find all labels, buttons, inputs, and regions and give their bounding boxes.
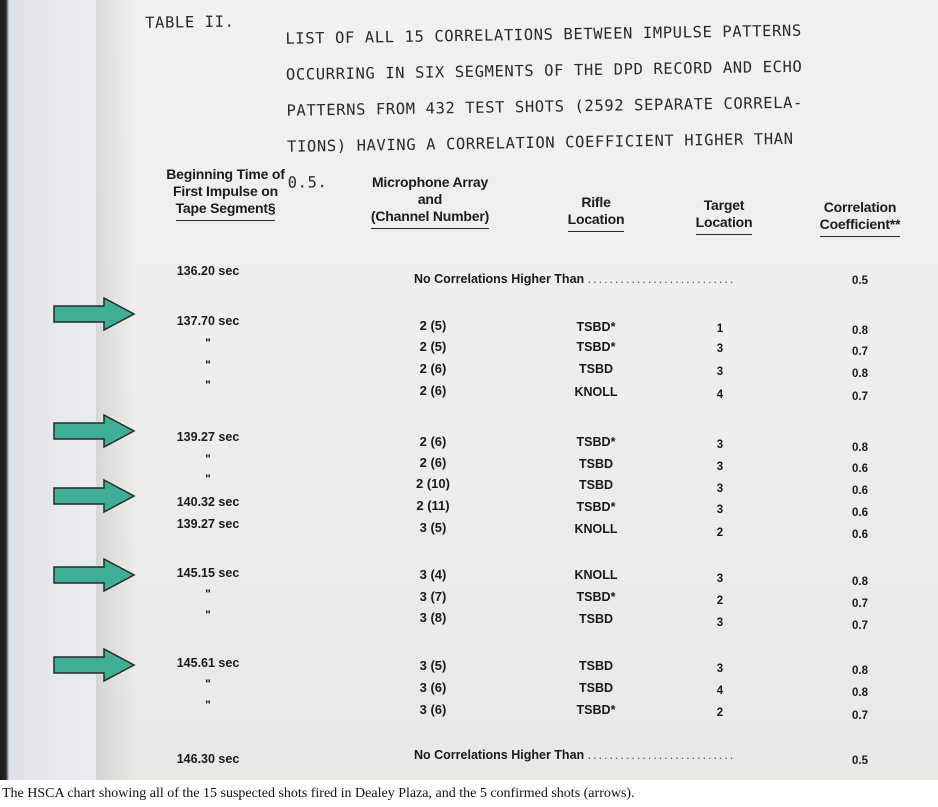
row-array: 2 (6) [419, 455, 447, 470]
row-rifle: TSBD* [576, 340, 616, 354]
header-line: First Impulse on [173, 183, 278, 199]
arrow-icon [52, 478, 136, 514]
row-coef: 0.8 [852, 687, 868, 699]
table-label: TABLE II. [145, 12, 235, 32]
row-time: 140.32 sec [176, 495, 240, 509]
row-array: 3 (4) [419, 567, 447, 582]
row-target: 2 [716, 707, 724, 719]
header-line: (Channel Number) [371, 208, 489, 229]
row-coef: 0.8 [852, 576, 868, 588]
row-target: 3 [716, 343, 724, 355]
leader-dots: ........................... [587, 272, 736, 286]
row-time: 139.27 sec [176, 430, 240, 444]
header-line: Target [703, 197, 745, 213]
row-array: 3 (5) [419, 520, 447, 535]
arrow-icon [52, 413, 136, 449]
row-array: 2 (6) [419, 383, 447, 398]
row-time: " [205, 608, 211, 622]
title-line: 0.5. [287, 173, 328, 192]
row-coef: 0.8 [852, 368, 868, 380]
row-target: 3 [716, 663, 724, 675]
row-array: 3 (6) [419, 702, 447, 717]
row-coef: 0.5 [852, 275, 868, 287]
row-coef: 0.8 [852, 442, 868, 454]
row-time: 137.70 sec [176, 314, 240, 328]
row-time: " [205, 358, 211, 372]
row-target: 4 [716, 685, 724, 697]
header-line: Location [696, 214, 753, 235]
row-target: 2 [716, 527, 724, 539]
title-line: TIONS) HAVING A CORRELATION COEFFICIENT HIGHER THAN [286, 129, 794, 156]
row-rifle: TSBD* [576, 320, 616, 334]
row-target: 3 [716, 483, 724, 495]
row-target: 1 [716, 323, 724, 335]
row-time: " [205, 677, 211, 691]
title-line: OCCURRING IN SIX SEGMENTS OF THE DPD RECORD AND ECHO [285, 57, 803, 84]
row-coef: 0.6 [852, 507, 868, 519]
row-time: " [205, 587, 211, 601]
row-rifle: KNOLL [574, 385, 618, 399]
header-line: and [417, 191, 443, 207]
header-correlation-coefficient [800, 199, 920, 237]
header-line: Tape Segment§ [176, 200, 276, 221]
header-beginning-time [138, 166, 313, 221]
row-time: 145.15 sec [176, 566, 240, 580]
header-line: Beginning Time of [166, 166, 285, 182]
row-time: " [205, 378, 211, 392]
row-rifle: TSBD* [576, 435, 616, 449]
row-time: " [205, 472, 211, 486]
row-target: 3 [716, 504, 724, 516]
title-line: PATTERNS FROM 432 TEST SHOTS (2592 SEPARATE CORRELA- [286, 93, 804, 120]
row-array: 2 (5) [419, 339, 447, 354]
row-time: " [205, 336, 211, 350]
row-target: 3 [716, 573, 724, 585]
row-coef: 0.7 [852, 391, 868, 403]
row-time: 136.20 sec [176, 264, 240, 278]
row-rifle: TSBD [578, 659, 614, 673]
header-line: Location [568, 211, 625, 232]
image-caption: The HSCA chart showing all of the 15 suspected shots fired in Dealey Plaza, and the 5 confirmed shots (arrows). [0, 780, 938, 807]
no-correlations-label [414, 748, 735, 763]
row-target: 2 [716, 595, 724, 607]
row-array: 3 (8) [419, 610, 447, 625]
row-coef: 0.6 [852, 463, 868, 475]
row-coef: 0.7 [852, 620, 868, 632]
header-line: Correlation [823, 199, 897, 215]
row-time: 146.30 sec [176, 752, 240, 766]
no-correlations-label [414, 272, 735, 287]
header-rifle-location [550, 194, 642, 232]
row-target: 3 [716, 439, 724, 451]
row-coef: 0.7 [852, 598, 868, 610]
row-coef: 0.8 [852, 665, 868, 677]
row-array: 2 (10) [416, 476, 450, 491]
row-coef: 0.6 [852, 485, 868, 497]
row-target: 3 [716, 461, 724, 473]
header-line: Microphone Array [371, 174, 489, 190]
row-target: 4 [716, 389, 724, 401]
no-correlations-text: No Correlations Higher Than [414, 748, 585, 762]
row-rifle: TSBD [578, 612, 614, 626]
row-array: 2 (11) [416, 498, 450, 513]
row-rifle: TSBD [578, 681, 614, 695]
row-coef: 0.7 [852, 346, 868, 358]
row-array: 2 (6) [419, 434, 447, 449]
row-array: 3 (7) [419, 589, 447, 604]
header-target-location [678, 197, 770, 235]
row-array: 2 (5) [419, 318, 447, 333]
row-time: 145.61 sec [176, 656, 240, 670]
arrow-icon [52, 557, 136, 593]
row-rifle: TSBD [578, 457, 614, 471]
row-rifle: TSBD* [576, 500, 616, 514]
row-array: 3 (6) [419, 680, 447, 695]
row-coef: 0.5 [852, 755, 868, 767]
no-correlations-text: No Correlations Higher Than [414, 272, 585, 286]
row-array: 2 (6) [419, 361, 447, 376]
title-line: LIST OF ALL 15 CORRELATIONS BETWEEN IMPULSE PATTERNS [285, 21, 802, 48]
row-rifle: TSBD [578, 478, 614, 492]
row-coef: 0.7 [852, 710, 868, 722]
row-rifle: TSBD* [576, 703, 616, 717]
row-rifle: KNOLL [574, 522, 618, 536]
row-coef: 0.6 [852, 529, 868, 541]
row-rifle: TSBD* [576, 590, 616, 604]
header-line: Rifle [581, 194, 611, 210]
row-coef: 0.8 [852, 325, 868, 337]
row-rifle: KNOLL [574, 568, 618, 582]
row-time: 139.27 sec [176, 517, 240, 531]
row-target: 3 [716, 617, 724, 629]
arrow-icon [52, 296, 136, 332]
header-microphone-array [345, 174, 515, 229]
row-target: 3 [716, 366, 724, 378]
row-array: 3 (5) [419, 658, 447, 673]
header-line: Coefficient** [820, 216, 901, 237]
leader-dots: ........................... [587, 748, 736, 762]
row-rifle: TSBD [578, 362, 614, 376]
arrow-icon [52, 647, 136, 683]
row-time: " [205, 452, 211, 466]
row-time: " [205, 698, 211, 712]
